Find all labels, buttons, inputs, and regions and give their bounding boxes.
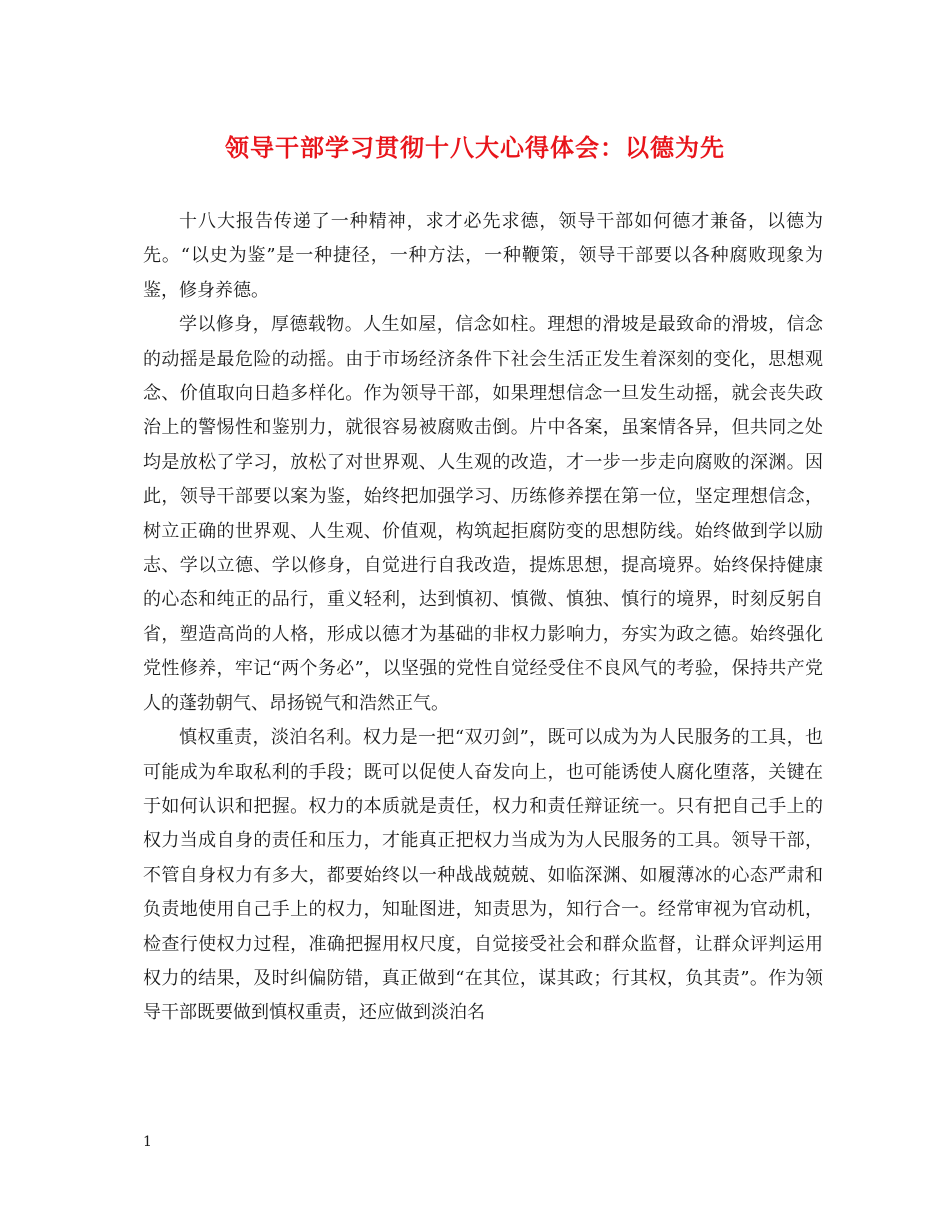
document-title: 领导干部学习贯彻十八大心得体会：以德为先 <box>225 133 725 162</box>
document-body <box>143 205 823 1031</box>
paragraph-3: 慎权重责，淡泊名利。权力是一把“双刃剑”，既可以成为为人民服务的工具，也可能成为牟取私利的手段；既可以促使人奋发向上，也可能诱使人腐化堕落，关键在于如何认识和把握。权力的本质就是责任，权力和责任辩证统一。只有把自己手上的权力当成自身的责任和压力，才能真正把权力当成为为人民服务的工具。领导干部，不管自身权力有多大，都要始终以一种战战兢兢、如临深渊、如履薄冰的心态严肃和负责地使用自己手上的权力，知耻图进，知责思为，知行合一。经常审视为官动机，检查行使权力过程，准确把握用权尺度，自觉接受社会和群众监督，让群众评判运用权力的结果，及时纠偏防错，真正做到“在其位，谋其政；行其权，负其责”。作为领导干部既要做到慎权重责，还应做到淡泊名 <box>143 727 823 1024</box>
paragraph-2: 学以修身，厚德载物。人生如屋，信念如柱。理想的滑坡是最致命的滑坡，信念的动摇是最危险的动摇。由于市场经济条件下社会生活正发生着深刻的变化，思想观念、价值取向日趋多样化。作为领导干部，如果理想信念一旦发生动摇，就会丧失政治上的警惕性和鉴别力，就很容易被腐败击倒。片中各案，虽案情各异，但共同之处均是放松了学习，放松了对世界观、人生观的改造，才一步一步走向腐败的深渊。因此，领导干部要以案为鉴，始终把加强学习、历练修养摆在第一位，坚定理想信念，树立正确的世界观、人生观、价值观，构筑起拒腐防变的思想防线。始终做到学以励志、学以立德、学以修身，自觉进行自我改造，提炼思想，提高境界。始终保持健康的心态和纯正的品行，重义轻利，达到慎初、慎微、慎独、慎行的境界，时刻反躬自省，塑造高尚的人格，形成以德才为基础的非权力影响力，夯实为政之德。始终强化党性修养，牢记“两个务必”，以坚强的党性自觉经受住不良风气的考验，保持共产党人的蓬勃朝气、昂扬锐气和浩然正气。 <box>143 314 823 714</box>
page-number: 1 <box>143 1134 152 1150</box>
paragraph-1: 十八大报告传递了一种精神，求才必先求德，领导干部如何德才兼备，以德为先。“以史为鉴”是一种捷径，一种方法，一种鞭策，领导干部要以各种腐败现象为鉴，修身养德。 <box>143 211 823 301</box>
